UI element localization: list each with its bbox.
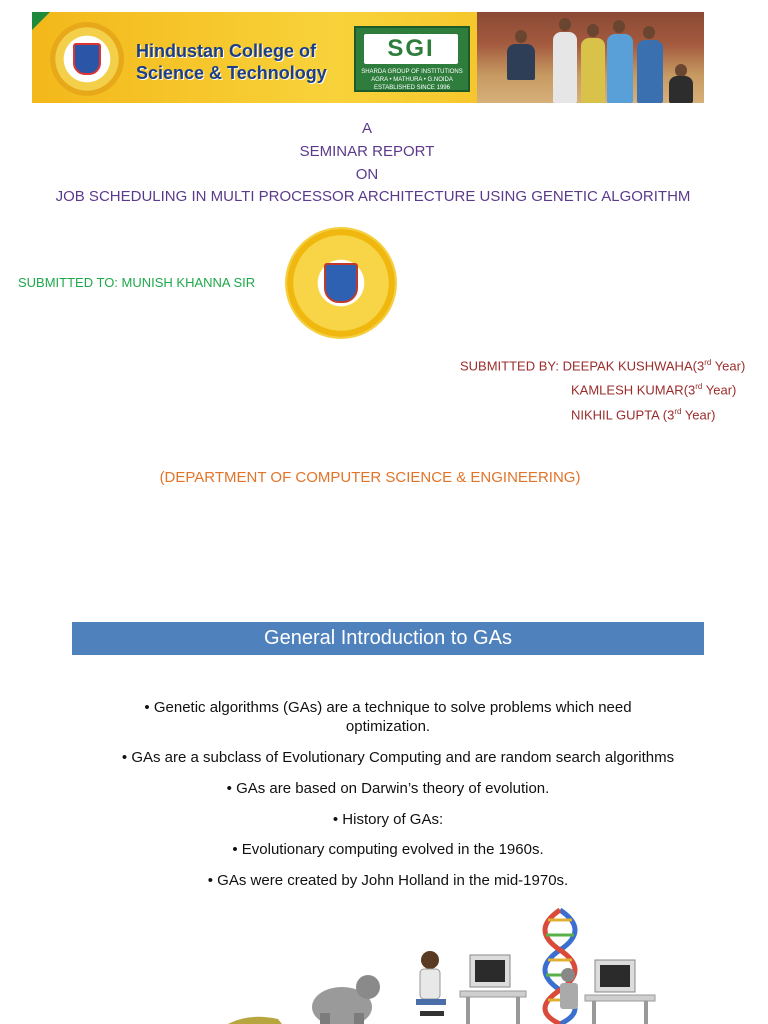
submitted-to: SUBMITTED TO: MUNISH KHANNA SIR	[18, 275, 256, 290]
slide-bullet-continuation: optimization.	[345, 718, 431, 735]
student-year: Year)	[711, 358, 746, 374]
slide-bullet: • GAs are based on Darwin’s theory of evolution.	[226, 780, 550, 797]
seal-shield-icon	[324, 263, 358, 303]
student-figure	[581, 38, 605, 103]
slide-bullet: • Evolutionary computing evolved in the 1960s.	[232, 841, 544, 858]
college-seal-icon	[287, 229, 395, 337]
evolution-illustration	[220, 905, 680, 1024]
student-head	[643, 26, 655, 39]
title-line-a: A	[361, 120, 372, 137]
submitted-by	[460, 352, 745, 425]
submitted-by-row	[460, 376, 745, 400]
ordinal-suffix: rd	[695, 382, 703, 392]
student-figure	[507, 44, 535, 80]
college-banner	[32, 12, 704, 103]
slide-bullet: • GAs were created by John Holland in the mid-1970s.	[207, 872, 569, 889]
student-figure	[669, 76, 693, 103]
student-head	[587, 24, 599, 37]
sgi-logo	[354, 26, 470, 92]
ordinal-suffix: rd	[674, 406, 682, 416]
student-head	[613, 20, 625, 33]
student-name: KAMLESH KUMAR(3	[571, 382, 696, 398]
slide-bullet: • GAs are a subclass of Evolutionary Computing and are random search algorithms	[121, 749, 675, 766]
ape-icon	[312, 975, 380, 1024]
sgi-logo-text: SGI	[364, 34, 458, 64]
student-year: Year)	[681, 406, 716, 422]
student-year: Year)	[702, 382, 737, 398]
banner-corner	[32, 12, 50, 30]
students-photo	[477, 12, 704, 103]
student-head	[515, 30, 527, 43]
ordinal-suffix: rd	[704, 358, 712, 367]
submitted-by-row	[460, 401, 745, 425]
student-head	[559, 18, 571, 31]
sgi-logo-subtitle	[360, 68, 464, 92]
title-seminar-report: SEMINAR REPORT	[299, 143, 435, 160]
report-title: JOB SCHEDULING IN MULTI PROCESSOR ARCHITECTURE USING GENETIC ALGORITHM	[55, 188, 691, 205]
sgi-subtitle-3: ESTABLISHED SINCE 1996	[374, 85, 450, 91]
college-crest-icon	[50, 22, 124, 96]
slide-bullet: • Genetic algorithms (GAs) are a technique to solve problems which need	[144, 699, 632, 716]
department: (DEPARTMENT OF COMPUTER SCIENCE & ENGINEERING)	[159, 469, 581, 486]
college-name-line2: Science & Technology	[136, 63, 327, 83]
submitted-by-label: SUBMITTED BY:	[460, 358, 559, 374]
person-at-computer-icon	[416, 951, 526, 1024]
student-figure	[553, 32, 577, 103]
lizard-icon	[228, 1017, 282, 1024]
slide-title: General Introduction to GAs	[72, 622, 704, 655]
student-name: DEEPAK KUSHWAHA(3	[562, 358, 705, 374]
crest-shield-icon	[73, 43, 101, 75]
student-name: NIKHIL GUPTA (3	[571, 406, 675, 422]
submitted-by-row	[460, 352, 745, 376]
sgi-subtitle-1: SHARDA GROUP OF INSTITUTIONS	[361, 69, 463, 75]
slide-bullet: • History of GAs:	[332, 811, 444, 828]
college-name-line1: Hindustan College of	[136, 41, 316, 61]
sgi-subtitle-2: AGRA • MATHURA • G.NOIDA	[371, 77, 453, 83]
student-figure	[607, 34, 633, 103]
college-name	[136, 40, 327, 84]
student-figure	[637, 40, 663, 103]
title-on: ON	[355, 166, 379, 183]
